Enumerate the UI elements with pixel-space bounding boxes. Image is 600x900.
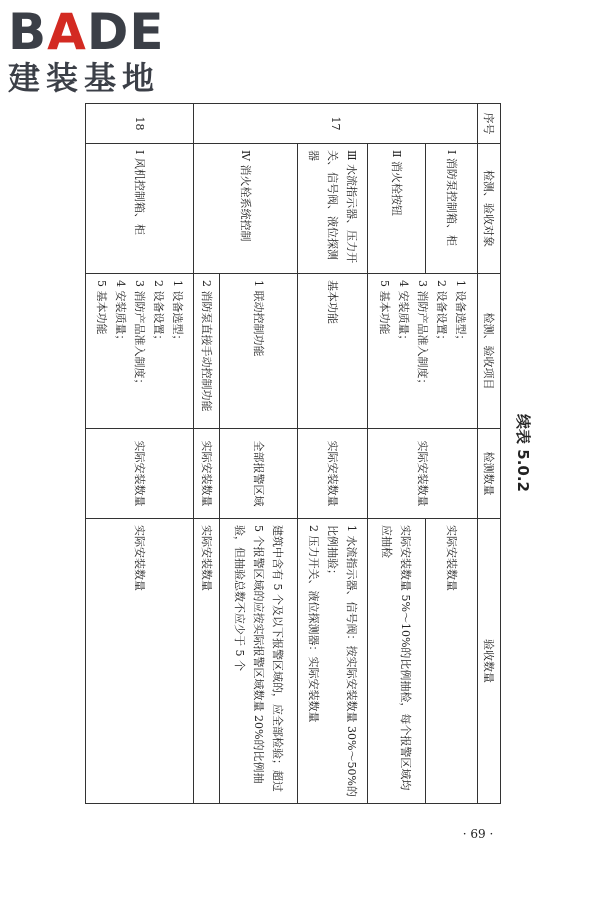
items-cell: 1 设备选型； 2 设备设置； 3 消防产品准入制度； 4 安装质量； 5 基本功能 bbox=[86, 274, 194, 429]
items-cell: 基本功能 bbox=[298, 274, 368, 429]
header-acc: 验收数量 bbox=[478, 519, 501, 804]
table-row bbox=[426, 104, 478, 804]
qty-cell: 实际安装数量 bbox=[86, 429, 194, 519]
logo-chinese-text: 建装基地 bbox=[8, 59, 161, 97]
object-cell: Ⅲ 水流指示器、压力开关、信号阀、液位探测器 bbox=[298, 144, 368, 274]
acc-cell: 1 水流指示器、信号阀：按实际安装数量 30%～50%的比例抽验； 2 压力开关、液位探测器：实际安装数量 bbox=[298, 519, 368, 804]
page-number: · 69 · bbox=[462, 827, 494, 841]
object-cell: Ⅱ 消火栓按钮 bbox=[368, 144, 426, 274]
object-cell: Ⅳ 消火栓系统控制 bbox=[194, 144, 298, 274]
acc-cell: 实际安装数量 bbox=[194, 519, 220, 804]
qty-cell: 实际安装数量 bbox=[368, 429, 478, 519]
items-cell: 2 消防泵直接手动控制功能 bbox=[194, 274, 220, 429]
acc-cell: 实际安装数量 bbox=[86, 519, 194, 804]
header-seq: 序号 bbox=[478, 104, 501, 144]
table-row bbox=[298, 104, 368, 804]
seq-cell-18: 18 bbox=[86, 104, 194, 144]
table-caption: 续表 5.0.2 bbox=[514, 414, 532, 492]
logo-wordmark: BADE bbox=[8, 3, 165, 61]
acceptance-table bbox=[85, 103, 501, 804]
items-cell: 1 设备选型； 2 设备设置； 3 消防产品准入制度； 4 安装质量； 5 基本功能 bbox=[368, 274, 478, 429]
seq-cell-17: 17 bbox=[194, 104, 478, 144]
table-row bbox=[86, 104, 194, 804]
bade-logo bbox=[8, 3, 178, 98]
acc-cell: 实际安装数量 bbox=[426, 519, 478, 804]
acc-cell: 实际安装数量 5%～10%的比例抽检，每个报警区域均应抽检 bbox=[368, 519, 426, 804]
qty-cell: 实际安装数量 bbox=[194, 429, 220, 519]
header-items: 检测、验收项目 bbox=[478, 274, 501, 429]
acc-cell: 建筑中含有 5 个及以下报警区域的，应全部检验；超过 5 个报警区域的应按实际报警区域数量 20%的比例抽验，但抽验总数不应少于 5 个 bbox=[220, 519, 298, 804]
qty-cell: 实际安装数量 bbox=[298, 429, 368, 519]
items-cell: 1 联动控制功能 bbox=[220, 274, 298, 429]
object-cell: Ⅰ 消防泵控制箱、柜 bbox=[426, 144, 478, 274]
header-qty: 检测数量 bbox=[478, 429, 501, 519]
rotated-page-content bbox=[95, 103, 541, 803]
object-cell: Ⅰ 风机控制箱、柜 bbox=[86, 144, 194, 274]
table-header-row bbox=[478, 104, 501, 804]
table-row bbox=[220, 104, 298, 804]
qty-cell: 全部报警区域 bbox=[220, 429, 298, 519]
header-object: 检测、验收对象 bbox=[478, 144, 501, 274]
